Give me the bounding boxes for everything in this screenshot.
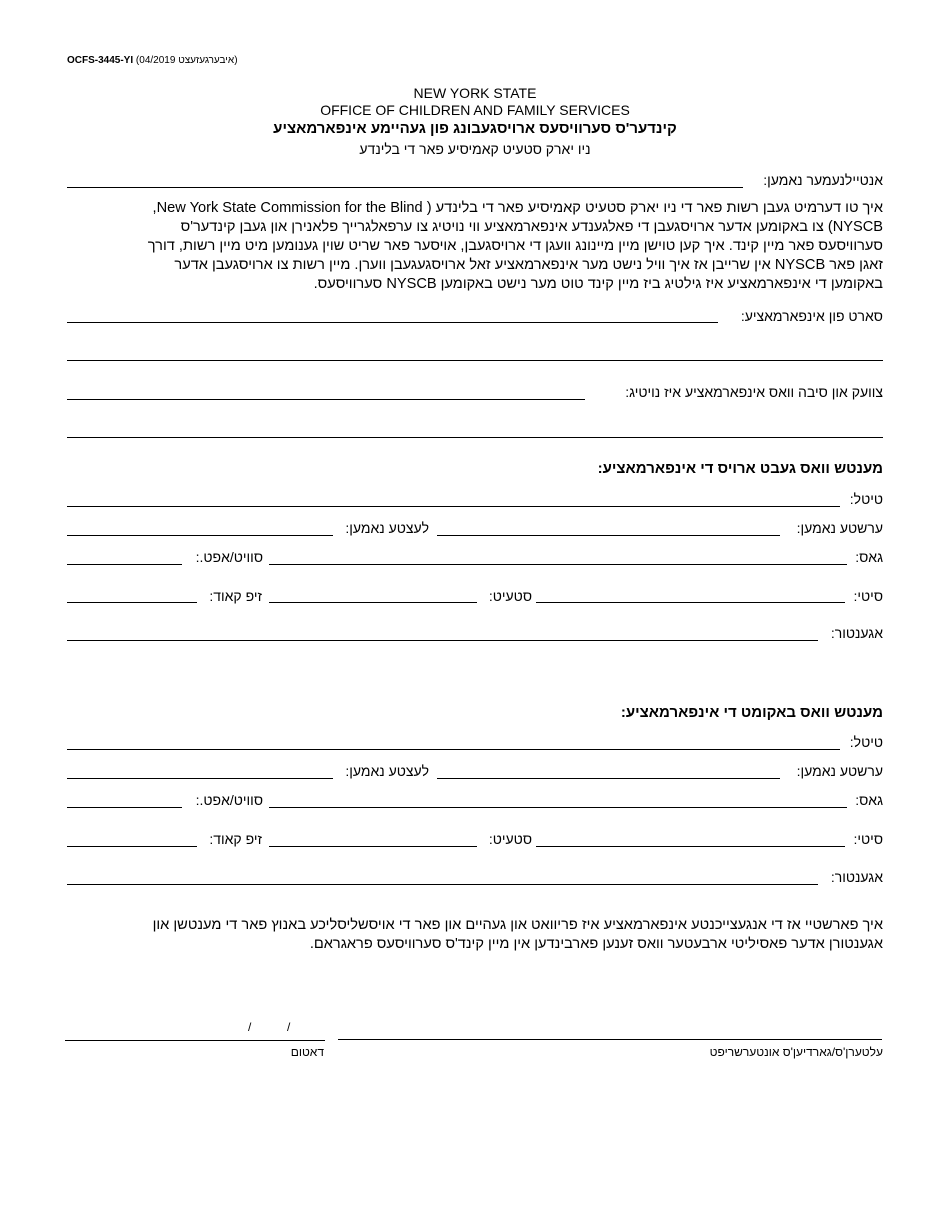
- page-title: קינדער'ס סערוויסעס ארויסגעבונג פון געהיימע אינפארמאציע: [273, 120, 677, 137]
- receiver-suite-field[interactable]: [67, 807, 182, 808]
- receiver-city-label: סיטי:: [853, 831, 883, 847]
- releaser-agency-label: אגענטור:: [830, 625, 883, 641]
- purpose-field[interactable]: [67, 399, 585, 400]
- signature-field[interactable]: [338, 1039, 882, 1040]
- receiver-first-name-field[interactable]: [437, 778, 780, 779]
- releaser-suite-field[interactable]: [67, 564, 182, 565]
- receiver-zip-label: זיפ קאוד:: [209, 831, 262, 847]
- releaser-first-name-label: ערשטע נאמען:: [796, 520, 883, 536]
- releaser-first-name-field[interactable]: [437, 535, 780, 536]
- page-subtitle: ניו יארק סטעיט קאמיסיע פאר די בלינדע: [359, 141, 591, 157]
- receiver-heading: מענטש וואס באקומט די אינפארמאציע:: [620, 704, 883, 721]
- receiver-title-field[interactable]: [67, 749, 840, 750]
- purpose-label: צוועק און סיבה וואס אינפארמאציע איז נויטיג:: [625, 384, 883, 400]
- receiver-state-label: סטעיט:: [488, 831, 532, 847]
- receiver-zip-field[interactable]: [67, 846, 197, 847]
- releaser-zip-label: זיפ קאוד:: [209, 588, 262, 604]
- authorization-line: באקומען די אינפארמאציע איז גילטיג ביז מיין קינד טוט מער נישט באקומען NYSCB סערוויסעס.: [313, 276, 883, 292]
- receiver-last-name-label: לעצטע נאמען:: [345, 763, 429, 779]
- releaser-state-label: סטעיט:: [488, 588, 532, 604]
- receiver-agency-field[interactable]: [67, 884, 818, 885]
- info-type-field[interactable]: [67, 322, 718, 323]
- releaser-city-label: סיטי:: [853, 588, 883, 604]
- releaser-title-field[interactable]: [67, 506, 840, 507]
- releaser-street-label: גאס:: [855, 549, 883, 565]
- info-type-label: סארט פון אינפארמאציע:: [740, 308, 883, 324]
- receiver-suite-label: סוויט/אפט.:: [195, 792, 263, 808]
- participant-name-field[interactable]: [67, 187, 743, 188]
- receiver-first-name-label: ערשטע נאמען:: [796, 763, 883, 779]
- releaser-heading: מענטש וואס געבט ארויס די אינפארמאציע:: [597, 460, 883, 477]
- releaser-title-label: טיטל:: [849, 491, 883, 507]
- header-office: OFFICE OF CHILDREN AND FAMILY SERVICES: [320, 102, 630, 118]
- releaser-zip-field[interactable]: [67, 602, 197, 603]
- authorization-line: סערוויסעס פאר מיין קינד. איך קען טוישן מיין מיינונג וועגן די ארויסגעבן, אויסער פאר שריט שוין גענומען מיט מיין רשות, דורך: [147, 238, 883, 254]
- releaser-agency-field[interactable]: [67, 640, 818, 641]
- receiver-last-name-field[interactable]: [67, 778, 333, 779]
- authorization-paragraph: [67, 199, 883, 294]
- releaser-suite-label: סוויט/אפט.:: [195, 549, 263, 565]
- participant-name-label: אנטיילנעמער נאמען:: [763, 172, 883, 188]
- form-code: OCFS-3445-YI: [67, 55, 134, 66]
- date-slash-2: /: [287, 1020, 291, 1034]
- authorization-line: זאגן פאר NYSCB אין שרייבן אז איך וויל נישט מער אינפארמאציע זאל ארויסגעגעבן ווערן. מיין רשות צו ארויסגעבן אדער: [174, 257, 883, 273]
- form-id: [67, 55, 238, 66]
- releaser-city-field[interactable]: [536, 602, 845, 603]
- receiver-street-field[interactable]: [269, 807, 847, 808]
- receiver-agency-label: אגענטור:: [830, 869, 883, 885]
- receiver-street-label: גאס:: [855, 792, 883, 808]
- date-slash-1: /: [248, 1020, 252, 1034]
- acknowledgement-line: אגענטורן אדער פאסיליטי ארבעטער וואס זענען פארבינדען אין מיין קינד'ס סערוויסעס פראגראם.: [309, 936, 883, 952]
- receiver-title-label: טיטל:: [849, 734, 883, 750]
- date-label: דאטום: [290, 1045, 324, 1059]
- receiver-state-field[interactable]: [269, 846, 477, 847]
- date-field[interactable]: [65, 1040, 325, 1041]
- releaser-street-field[interactable]: [269, 564, 847, 565]
- releaser-state-field[interactable]: [269, 602, 477, 603]
- signature-label: עלטערן'ס/גארדיען'ס אונטערשריפט: [709, 1045, 883, 1059]
- authorization-line: איך טו דערמיט געבן רשות פאר די ניו יארק סטעיט קאמיסיע פאר די בלינדע ( New York State Commission for the Blind,: [152, 200, 883, 216]
- form-version: (04/2019 איבערגעזעצט): [135, 55, 238, 66]
- receiver-city-field[interactable]: [536, 846, 845, 847]
- acknowledgement-line: איך פארשטיי אז די אנגעצייכנטע אינפארמאציע איז פריוואט און געהיים און פאר די אויסשליסליכע באנוץ פאר די מענטשן און: [152, 917, 883, 933]
- header-state: NEW YORK STATE: [413, 85, 537, 101]
- authorization-line: NYSCB) צו באקומען אדער ארויסגעבן די פאלגענדע אינפארמאציע ווי נויטיג צו ערפאלגרייך פלאנירן און געבן קינדער'ס: [180, 219, 883, 235]
- purpose-field-line2[interactable]: [67, 437, 883, 438]
- info-type-field-line2[interactable]: [67, 360, 883, 361]
- acknowledgement-paragraph: [67, 916, 883, 954]
- releaser-last-name-label: לעצטע נאמען:: [345, 520, 429, 536]
- releaser-last-name-field[interactable]: [67, 535, 333, 536]
